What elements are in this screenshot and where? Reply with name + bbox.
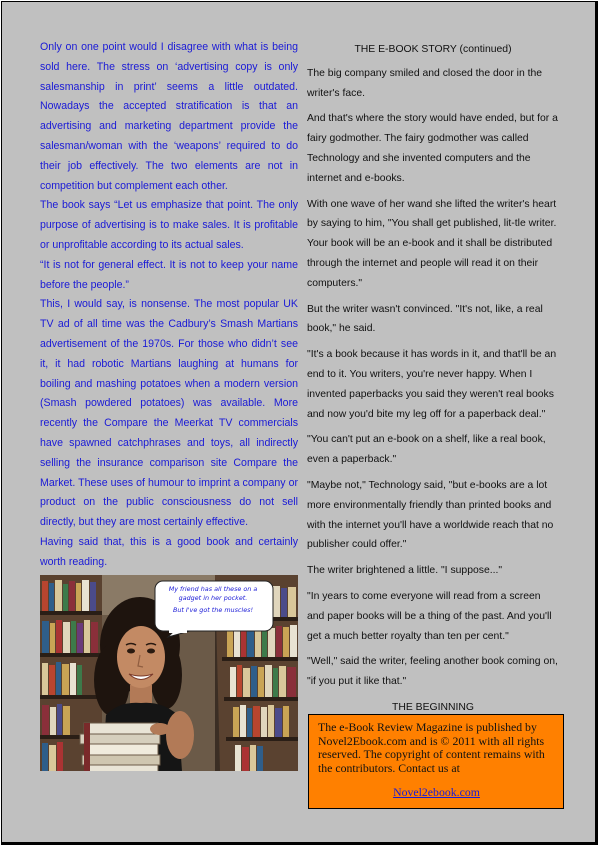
review-paragraph: Having said that, this is a good book and certainly worth reading.	[40, 535, 298, 568]
story-paragraph: The big company smiled and closed the door in the writer's face.	[307, 67, 543, 99]
speech-bubble	[157, 585, 269, 618]
review-paragraph: Only on one point would I disagree with what is being sold here. The stress on ‘advertising copy is only salesmanship in print’ seems a little outdated. Nowadays the accepted stratification is that an advertising and marketing department provide the salesman/woman with the ‘weapons’ required to do their job effectively. The two elements are not in competition but complement each other.	[40, 41, 298, 192]
story-paragraph: And that's where the story would have ended, but for a fairy godmother. The fairy godmother was called Technology and she invented computers and the internet and e-books.	[307, 113, 558, 184]
bubble-text-line1: My friend has all these on a gadget in her pocket.	[168, 585, 258, 602]
publisher-credits-box	[308, 714, 564, 809]
review-paragraph: “It is not for general effect. It is not to keep your name before the people.”	[40, 258, 298, 291]
story-paragraph: The writer brightened a little. "I suppose..."	[307, 565, 503, 577]
story-paragraph: "In years to come everyone will read from a screen and paper books will be a thing of the past. And you'll get a much better royalty than ten per cent."	[307, 590, 552, 642]
magazine-page	[1, 1, 598, 845]
story-paragraph: "Maybe not," Technology said, "but e-books are a lot more environmentally friendly than printed books and with the internet you'll have a worldwide reach that no publisher could offer."	[307, 479, 554, 551]
story-paragraph: But the writer wasn't convinced. "It's not, like, a real book," he said.	[307, 303, 543, 335]
credits-text: The e-Book Review Magazine is published by Novel2Ebook.com and is © 2011 with all rights reserved. The copyright of content remains with the contributors. Contact us at	[318, 720, 545, 775]
review-paragraph: The book says “Let us emphasize that point. The only purpose of advertising is to make sales. It is profitable or unprofitable according to its actual sales.	[40, 199, 298, 251]
woman-with-books-photo	[40, 575, 298, 771]
review-paragraph: This, I would say, is nonsense. The most popular UK TV ad of all time was the Cadbury’s Smash Martians advertisement of the 1970s. For those who didn’t see it, it had robotic Martians laughing at humans for boiling and mashing potatoes when a modern version (Smash powdered potatoes) was available. More recently the Compare the Meerkat TV commercials have spawned catchphrases and toys, all indirectly selling the insurance comparison site Compare the Market. These uses of humour to imprint a company or product on the public consciousness do not sell directly, but they are most certainly effective.	[40, 298, 298, 529]
story-paragraph: "You can't put an e-book on a shelf, like a real book, even a paperback."	[307, 434, 546, 466]
publisher-link[interactable]: Novel2ebook.com	[393, 785, 480, 800]
story-paragraph: With one wave of her wand she lifted the writer's heart by saying to him, "You shall get published, lit-tle writer. Your book will be an e-book and it shall be distributed through the internet and people will read it on their computers."	[307, 198, 557, 289]
story-paragraph: "It's a book because it has words in it, and that'll be an end to it. You writers, you're never happy. When I invented paperbacks you said they weren't real books and now you'd bite my leg off for a paperback deal."	[307, 349, 557, 420]
story-column	[307, 40, 559, 724]
story-title: THE E-BOOK STORY (continued)	[354, 44, 512, 55]
story-ending: THE BEGINNING	[392, 701, 474, 713]
story-paragraph: "Well," said the writer, feeling another book coming on, "if you put it like that."	[307, 656, 558, 688]
book-review-column	[40, 38, 298, 573]
book-stack	[80, 723, 160, 771]
bubble-text-line2: But I've got the muscles!	[172, 606, 254, 614]
